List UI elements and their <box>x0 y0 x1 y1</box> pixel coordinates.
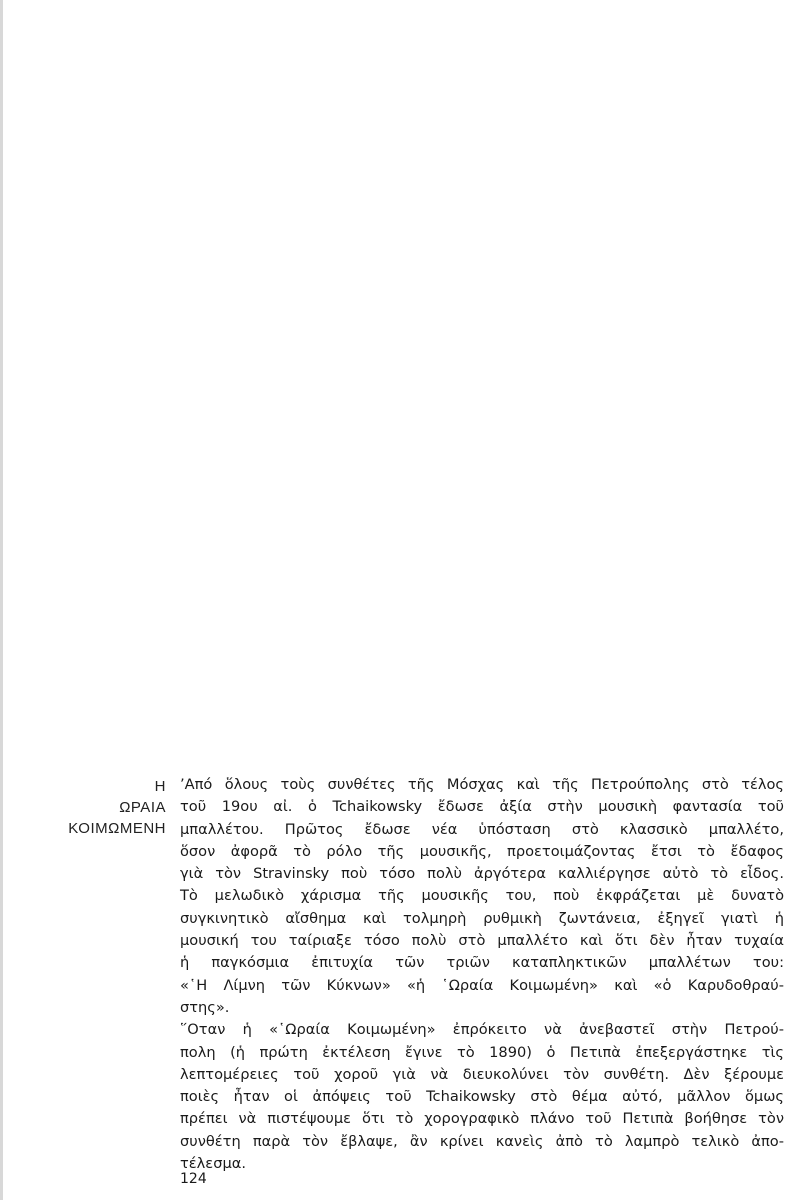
text-line: ὅσον ἀφορᾶ τὸ ρόλο τῆς μουσικῆς, προετοιμάζοντας ἔτσι τὸ ἔδαφος <box>180 842 784 860</box>
text-line: λεπτομέρειες τοῦ χοροῦ γιὰ νὰ διευκολύνει τὸν συνθέτη. Δὲν ξέρουμε <box>180 1065 784 1083</box>
section-title-line: Η <box>154 778 166 795</box>
section-title-line: ΩΡΑΙΑ <box>119 799 166 816</box>
text-line: πρέπει νὰ πιστέψουμε ὅτι τὸ χορογραφικὸ πλάνο τοῦ Πετιπὰ βοήθησε τὸν <box>180 1110 784 1128</box>
text-line: ἡ παγκόσμια ἐπιτυχία τῶν τριῶν καταπληκτικῶν μπαλλέτων του: <box>180 954 784 972</box>
text-line: συνθέτη παρὰ τὸν ἔβλαψε, ἂν κρίνει κανεὶς ἀπὸ τὸ λαμπρὸ τελικὸ ἀπο- <box>180 1132 784 1150</box>
text-line: συγκινητικὸ αἴσθημα καὶ τολμηρὴ ρυθμικὴ ζωντάνεια, ἐξηγεῖ γιατὶ ἡ <box>180 909 784 927</box>
text-line: ῞Οταν ἡ «῾Ωραία Κοιμωμένη» ἐπρόκειτο νὰ ἀνεβαστεῖ στὴν Πετρού- <box>180 1021 784 1039</box>
text-line: ποιὲς ἦταν οἱ ἀπόψεις τοῦ Tchaikowsky στὸ θέμα αὐτό, μᾶλλον ὅμως <box>180 1088 784 1106</box>
text-line: τοῦ 19ου αἰ. ὁ Tchaikowsky ἔδωσε ἀξία στὴν μουσικὴ φαντασία τοῦ <box>180 798 784 816</box>
text-line: γιὰ τὸν Stravinsky ποὺ τόσο πολὺ ἀργότερα καλλιέργησε αὐτὸ τὸ εἶδος. <box>180 865 784 883</box>
section-title-line: ΚΟΙΜΩΜΕΝΗ <box>68 820 166 837</box>
section-title <box>40 776 166 839</box>
body-paragraph <box>180 774 784 1175</box>
text-line: πολη (ἡ πρώτη ἐκτέλεση ἔγινε τὸ 1890) ὁ Πετιπὰ ἐπεξεργάστηκε τὶς <box>180 1043 784 1061</box>
text-line: μουσική του ταίριαξε τόσο πολὺ στὸ μπαλλέτο καὶ ὅτι δὲν ἦταν τυχαία <box>180 932 784 950</box>
page-edge <box>0 0 3 1200</box>
text-line: ’Από ὅλους τοὺς συνθέτες τῆς Μόσχας καὶ τῆς Πετρούπολης στὸ τέλος <box>180 776 784 793</box>
text-line: «῾Η Λίμνη τῶν Κύκνων» «ἡ ῾Ωραία Κοιμωμένη» καὶ «ὁ Καρυδοθραύ- <box>180 976 784 994</box>
text-line: Τὸ μελωδικὸ χάρισμα τῆς μουσικῆς του, ποὺ ἐκφράζεται μὲ δυνατὸ <box>180 887 784 905</box>
text-line: μπαλλέτου. Πρῶτος ἔδωσε νέα ὑπόσταση στὸ κλασσικὸ μπαλλέτο, <box>180 820 784 838</box>
text-line: τέλεσμα. <box>180 1155 246 1173</box>
page-number: 124 <box>180 1171 207 1187</box>
text-line: στης». <box>180 998 230 1016</box>
